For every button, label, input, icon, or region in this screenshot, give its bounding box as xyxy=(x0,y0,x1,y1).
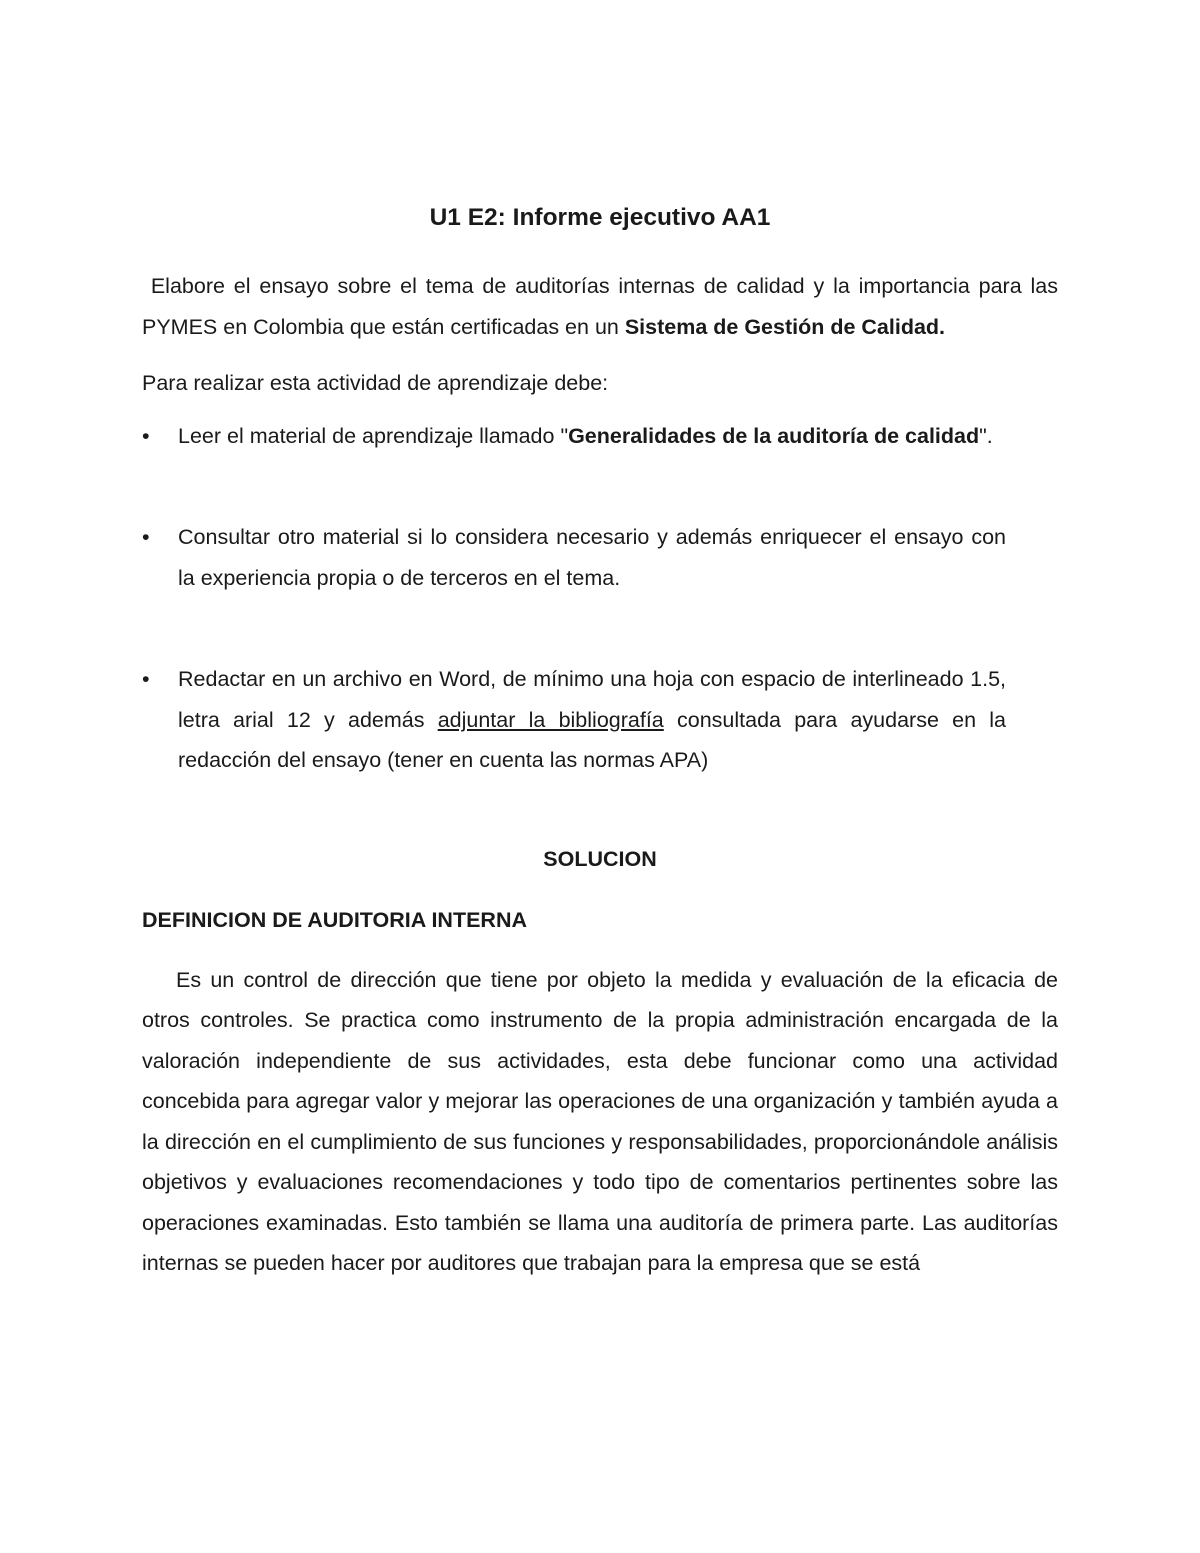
bullet-item xyxy=(142,659,1058,781)
intro-paragraph xyxy=(142,266,1058,347)
document-content xyxy=(142,196,1058,1284)
solution-heading: SOLUCION xyxy=(543,846,657,871)
section-heading: DEFINICION DE AUDITORIA INTERNA xyxy=(142,908,528,932)
instructions-lead: Para realizar esta actividad de aprendizaje debe: xyxy=(142,371,609,395)
bullet-text-end: ". xyxy=(979,423,993,448)
intro-bold-text: Sistema de Gestión de Calidad. xyxy=(624,314,946,339)
bullet-point: • xyxy=(142,423,150,448)
bullet-point: • xyxy=(142,525,150,549)
bullet-bold-text: Generalidades de la auditoría de calidad xyxy=(568,423,980,448)
intro-text: Elabore el ensayo sobre el tema de auditorías internas de calidad y la importancia para las PYMES en Colombia que están certificadas en un xyxy=(142,274,1058,339)
bullet-item xyxy=(142,517,1058,598)
bullet-text-end: consultada para ayudarse en la redacción del ensayo (tener en cuenta las normas APA) xyxy=(178,707,1006,772)
bullet-underlined-text: adjuntar la bibliografía xyxy=(437,707,664,732)
bullet-text: Consultar otro material si lo considera necesario y además enriquecer el ensayo con la experiencia propia o de terceros en el tema. xyxy=(178,525,1006,590)
bullet-item xyxy=(142,416,1058,457)
document-title: U1 E2: Informe ejecutivo AA1 xyxy=(429,204,771,231)
section-body-paragraph: Es un control de dirección que tiene por objeto la medida y evaluación de la eficacia de otros controles. Se practica como instrumento de la propia administración encargada de la valoración independiente de sus actividades, esta debe funcionar como una actividad concebida para agregar valor y mejorar las operaciones de una organización y también ayuda a la dirección en el cumplimiento de sus funciones y responsabilidades, proporcionándole análisis objetivos y evaluaciones recomendaciones y todo tipo de comentarios pertinentes sobre las operaciones examinadas. Esto también se llama una auditoría de primera parte. Las auditorías internas se pueden hacer por auditores que trabajan para la empresa que se está xyxy=(142,967,1058,1275)
bullet-text: Redactar en un archivo en Word, de mínimo una hoja con espacio de interlineado 1.5, letra arial 12 y además xyxy=(178,667,1006,732)
bullet-point: • xyxy=(142,667,150,691)
bullet-text: Leer el material de aprendizaje llamado " xyxy=(178,423,569,448)
